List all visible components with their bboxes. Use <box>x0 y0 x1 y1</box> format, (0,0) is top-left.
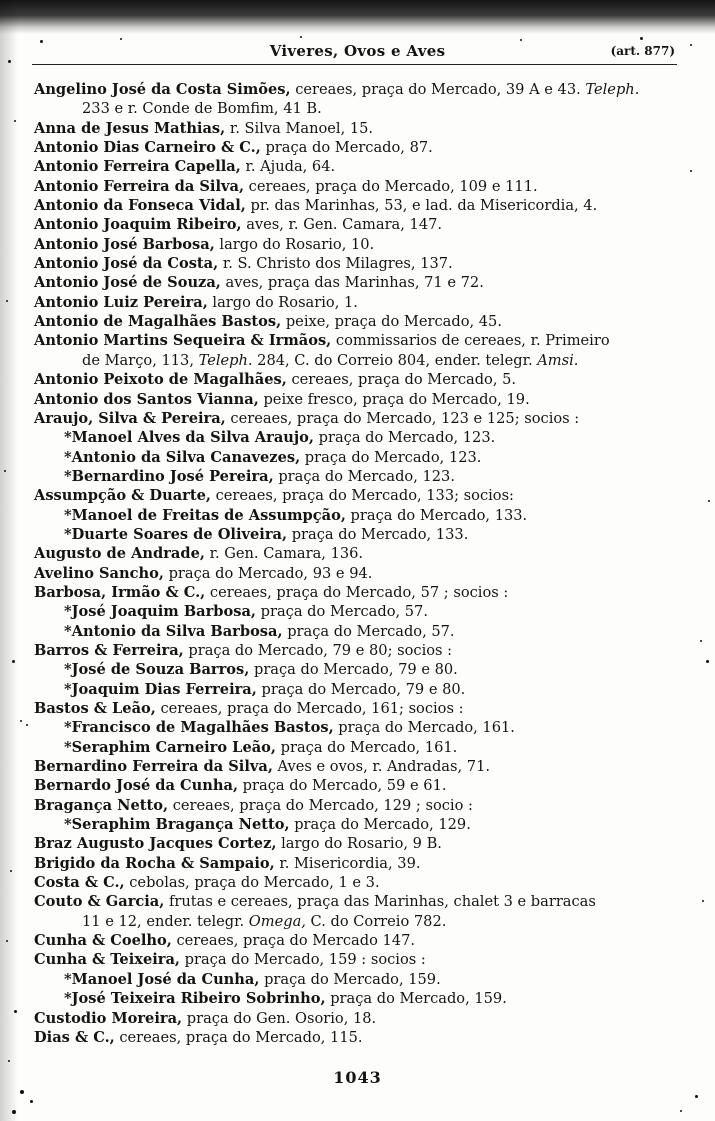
entry-name: Antonio José da Costa, <box>34 255 219 273</box>
entry-name: Antonio Dias Carneiro & C., <box>34 139 261 157</box>
entry-detail: r. Silva Manoel, 15. <box>225 119 374 137</box>
entry-name: *Antonio da Silva Canavezes, <box>64 448 301 466</box>
scan-dark-top-edge <box>0 0 715 34</box>
entry-detail: 11 e 12, ender. telegr. <box>82 912 249 930</box>
entry-name: Braz Augusto Jacques Cortez, <box>34 835 277 853</box>
entry-name: Costa & C., <box>34 874 125 892</box>
directory-entry <box>34 293 684 312</box>
entry-name: *Seraphim Carneiro Leão, <box>64 738 277 756</box>
entry-detail: 284, C. do Correio 804, ender. telegr. <box>252 351 538 369</box>
entry-name: Cunha & Teixeira, <box>34 951 181 969</box>
entry-detail: largo do Rosario, 1. <box>207 293 358 311</box>
entry-name: Antonio José Barbosa, <box>34 235 215 253</box>
entry-name: Antonio Martins Sequeira & Irmãos, <box>34 332 332 350</box>
entry-detail: cebolas, praça do Mercado, 1 e 3. <box>124 874 380 892</box>
entry-name: *José de Souza Barros, <box>64 661 250 679</box>
entry-detail: praça do Mercado, 123. <box>273 467 455 485</box>
entry-detail: praça do Mercado, 93 e 94. <box>163 564 373 582</box>
entry-name: Brigido da Rocha & Sampaio, <box>34 854 275 872</box>
entry-detail: praça do Mercado, 129. <box>289 816 471 834</box>
partner-entry <box>34 660 684 679</box>
directory-entry <box>34 273 684 292</box>
entry-continuation <box>34 351 684 370</box>
entry-detail: aves, r. Gen. Camara, 147. <box>241 216 443 234</box>
entry-italic-text: Teleph. <box>198 351 253 369</box>
directory-entry <box>34 157 684 176</box>
entry-name: Dias & C., <box>34 1028 115 1046</box>
directory-entry <box>34 854 684 873</box>
entry-name: *Seraphim Bragança Netto, <box>64 816 290 834</box>
entry-name: *José Teixeira Ribeiro Sobrinho, <box>64 990 326 1008</box>
entry-name: Antonio Peixoto de Magalhães, <box>34 371 287 389</box>
entry-detail: praça do Mercado, 79 e 80; socios : <box>183 641 453 659</box>
entry-detail: largo do Rosario, 10. <box>214 235 375 253</box>
entry-detail: praça do Gen. Osorio, 18. <box>182 1009 377 1027</box>
directory-entry <box>34 409 684 428</box>
partner-entry <box>34 506 684 525</box>
directory-entry <box>34 544 684 563</box>
entry-detail: cereaes, praça do Mercado, 133; socios: <box>210 487 514 505</box>
entry-name: *Bernardino José Pereira, <box>64 467 274 485</box>
entry-detail: praça do Mercado, 87. <box>260 139 433 157</box>
entry-name: Cunha & Coelho, <box>34 932 172 950</box>
entry-detail: praça do Mercado, 123. <box>300 448 482 466</box>
entry-detail: cereaes, praça do Mercado, 5. <box>286 371 517 389</box>
entry-detail: praça do Mercado, 123. <box>313 429 496 447</box>
directory-entry <box>34 486 684 505</box>
entry-name: *Duarte Soares de Oliveira, <box>64 525 288 543</box>
directory-entry <box>34 215 684 234</box>
entry-name: *Manoel José da Cunha, <box>64 970 260 988</box>
entry-name: Assumpção & Duarte, <box>34 487 211 505</box>
entry-name: Barros & Ferreira, <box>34 641 184 659</box>
partner-entry <box>34 738 684 757</box>
directory-entry <box>34 873 684 892</box>
entry-name: *Antonio da Silva Barbosa, <box>64 622 283 640</box>
entry-detail: peixe fresco, praça do Mercado, 19. <box>258 390 530 408</box>
entry-name: *Manoel de Freitas de Assumpção, <box>64 506 346 524</box>
entry-detail: praça do Mercado, 59 e 61. <box>238 777 447 795</box>
entry-detail: cereaes, praça do Mercado, 57 ; socios : <box>205 583 509 601</box>
entry-name: Antonio Joaquim Ribeiro, <box>34 216 242 234</box>
entry-detail: r. Ajuda, 64. <box>240 158 336 176</box>
directory-entry <box>34 1009 684 1028</box>
partner-entry <box>34 467 684 486</box>
entry-detail: aves, praça das Marinhas, 71 e 72. <box>220 274 484 292</box>
entry-detail: r. Misericordia, 39. <box>274 854 421 872</box>
entry-detail: cereaes, praça do Mercado, 39 A e 43. <box>290 81 586 98</box>
article-reference: (art. 877) <box>610 44 675 58</box>
entry-name: Antonio Luiz Pereira, <box>34 293 208 311</box>
page-header <box>0 40 715 66</box>
entry-detail: Aves e ovos, r. Andradas, 71. <box>272 758 490 776</box>
entry-name: *Joaquim Dias Ferreira, <box>64 680 257 698</box>
partner-entry <box>34 970 684 989</box>
entry-name: Augusto de Andrade, <box>34 545 205 563</box>
entry-detail: praça do Mercado, 161. <box>333 719 515 737</box>
partner-entry <box>34 718 684 737</box>
entry-detail: cereaes, praça do Mercado 147. <box>171 932 415 950</box>
directory-entry <box>34 834 684 853</box>
entry-detail: praça do Mercado, 133. <box>345 506 528 524</box>
entry-name: Barbosa, Irmão & C., <box>34 583 206 601</box>
entry-detail: largo do Rosario, 9 B. <box>276 835 442 853</box>
entry-detail: cereaes, praça do Mercado, 109 e 111. <box>244 177 538 195</box>
entry-name: Antonio dos Santos Vianna, <box>34 390 259 408</box>
entry-detail: praça do Mercado, 159 : socios : <box>180 951 426 969</box>
entry-name: Antonio da Fonseca Vidal, <box>34 197 246 215</box>
entry-continuation <box>34 912 684 931</box>
entry-name: Bastos & Leão, <box>34 700 156 717</box>
entry-detail: praça do Mercado, 57. <box>256 603 428 621</box>
entry-name: Araujo, Silva & Pereira, <box>34 409 226 427</box>
directory-entry <box>34 950 684 969</box>
directory-entry <box>34 138 684 157</box>
partner-entry <box>34 622 684 641</box>
partner-entry <box>34 525 684 544</box>
entry-detail: commissarios de cereaes, r. Primeiro <box>331 332 610 350</box>
directory-entry <box>34 564 684 583</box>
entry-continuation <box>34 99 684 118</box>
directory-entry <box>34 641 684 660</box>
entry-detail: cereaes, praça do Mercado, 161; socios : <box>155 700 464 717</box>
entry-detail: praça do Mercado, 159. <box>259 970 441 988</box>
entry-detail: cereaes, praça do Mercado, 115. <box>114 1028 363 1046</box>
entry-name: Bragança Netto, <box>34 796 169 814</box>
directory-entry <box>34 80 684 99</box>
entry-italic-text: Omega, <box>248 912 306 930</box>
directory-entry <box>34 370 684 389</box>
entry-detail: C. do Correio 782. <box>305 912 447 930</box>
entry-name: Antonio Ferreira da Silva, <box>34 177 245 195</box>
partner-entry <box>34 680 684 699</box>
directory-entry <box>34 119 684 138</box>
entry-name: *Francisco de Magalhães Bastos, <box>64 719 334 737</box>
entry-name: *Manoel Alves da Silva Araujo, <box>64 429 314 447</box>
entry-detail: peixe, praça do Mercado, 45. <box>281 313 502 331</box>
directory-entry <box>34 331 684 350</box>
directory-entry <box>34 757 684 776</box>
partner-entry <box>34 815 684 834</box>
directory-entry <box>34 312 684 331</box>
entry-detail: frutas e cereaes, praça das Marinhas, chalet 3 e barracas <box>164 893 596 911</box>
directory-entry <box>34 1028 684 1047</box>
entry-detail: 233 e r. Conde de Bomfim, 41 B. <box>82 100 322 118</box>
entry-detail: cereaes, praça do Mercado, 129 ; socio : <box>168 796 473 814</box>
partner-entry <box>34 428 684 447</box>
directory-entry <box>34 699 684 718</box>
entry-name: Bernardo José da Cunha, <box>34 777 239 795</box>
entry-detail: praça do Mercado, 79 e 80. <box>256 680 466 698</box>
directory-entry <box>34 931 684 950</box>
directory-entry <box>34 235 684 254</box>
page-number: 1043 <box>333 1068 382 1087</box>
directory-entry <box>34 390 684 409</box>
entry-name: Custodio Moreira, <box>34 1009 183 1027</box>
directory-entry <box>34 196 684 215</box>
directory-entry <box>34 254 684 273</box>
header-rule <box>32 64 677 65</box>
entry-name: *José Joaquim Barbosa, <box>64 603 256 621</box>
entry-detail: r. S. Christo dos Milagres, 137. <box>218 255 453 273</box>
entry-name: Anna de Jesus Mathias, <box>34 119 226 137</box>
entry-detail: cereaes, praça do Mercado, 123 e 125; socios : <box>225 409 580 427</box>
entry-name: Antonio de Magalhães Bastos, <box>34 313 282 331</box>
entry-detail: r. Gen. Camara, 136. <box>204 545 364 563</box>
entry-name: Bernardino Ferreira da Silva, <box>34 758 273 776</box>
entry-name: Antonio Ferreira Capella, <box>34 158 241 176</box>
entry-detail: praça do Mercado, 161. <box>276 738 458 756</box>
directory-entry <box>34 892 684 911</box>
directory-entry <box>34 583 684 602</box>
entry-detail: pr. das Marinhas, 53, e lad. da Misericordia, 4. <box>245 197 598 215</box>
partner-entry <box>34 602 684 621</box>
directory-entry <box>34 796 684 815</box>
entry-detail: praça do Mercado, 57. <box>282 622 455 640</box>
entry-detail: de Março, 113, <box>82 351 199 369</box>
page-title: Viveres, Ovos e Aves <box>269 42 446 60</box>
partner-entry <box>34 448 684 467</box>
entry-name: Antonio José de Souza, <box>34 274 221 292</box>
scan-left-shadow <box>0 0 18 1121</box>
entry-name: Angelino José da Costa Simões, <box>34 81 291 98</box>
entry-detail: praça do Mercado, 133. <box>287 525 469 543</box>
directory-entry <box>34 177 684 196</box>
entry-name: Avelino Sancho, <box>34 564 164 582</box>
entry-name: Couto & Garcia, <box>34 893 165 911</box>
directory-listing <box>34 80 684 1047</box>
entry-italic-text: Amsi. <box>537 351 579 369</box>
entry-italic-text: Teleph. <box>585 81 640 98</box>
entry-detail: praça do Mercado, 159. <box>325 990 507 1008</box>
entry-detail: praça do Mercado, 79 e 80. <box>249 661 458 679</box>
partner-entry <box>34 989 684 1008</box>
directory-entry <box>34 776 684 795</box>
